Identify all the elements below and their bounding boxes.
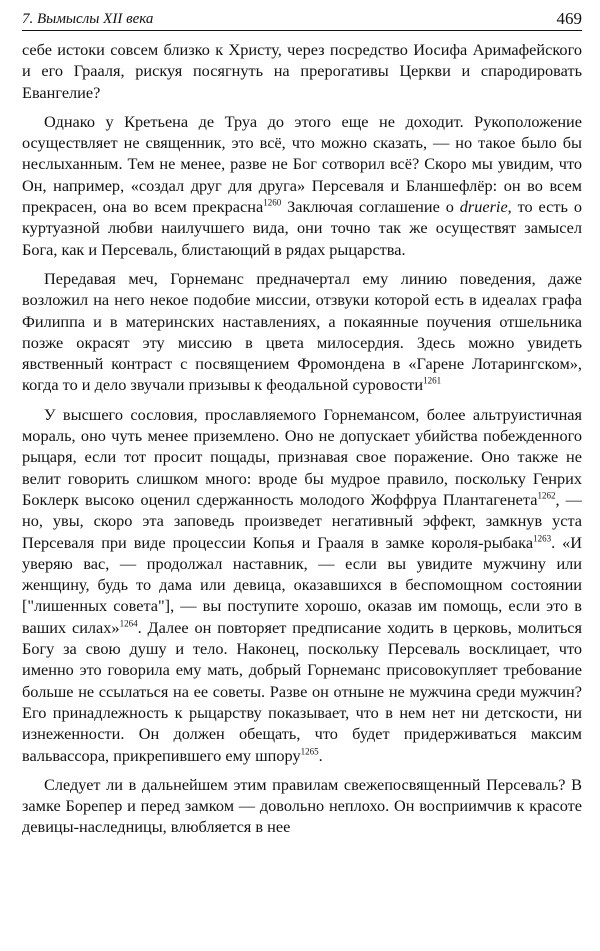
paragraph: [22, 774, 582, 838]
italic-term: druerie: [459, 197, 508, 217]
footnote-marker: 1260: [263, 197, 282, 208]
text-run: У высшего сословия, прославляемого Горнемансом, более альтруистичная мораль, оно чуть менее приземлено. Оно не допускает убийства побежденного рыцаря, если тот просит пощады, признавая свое поражение. Оно также не велит говорить слишком много: вроде бы мудрое правило, поскольку Генрих Боклерк высоко оценил сдержанность молодого Жоффруа Плантагенета: [22, 404, 582, 509]
text-run: Следует ли в дальнейшем этим правилам свежепосвященный Персеваль? В замке Борепер и перед замком — довольно неплохо. Он восприимчив к красоте девицы-наследницы, влюбляется в нее: [22, 774, 582, 837]
footnote-marker: 1265: [300, 746, 319, 757]
text-run: себе истоки совсем близко к Христу, через посредство Иосифа Аримафейского и его Грааля, рискуя посягнуть на прерогативы Церкви и спародировать Евангелие?: [22, 40, 582, 102]
paragraph: [22, 268, 582, 396]
text-run: Заключая соглашение о: [281, 197, 460, 217]
footnote-marker: 1262: [537, 490, 556, 501]
paragraph: [22, 404, 582, 766]
text-run: . Далее он повторяет предписание ходить в церковь, молиться Богу за свою душу и тело. Наконец, поскольку Персеваль восклицает, что именно это говорила ему мать, добрый Горнеманс присовокупляет требование больше не ссылаться на ее советы. Разве он отныне не мужчина среди мужчин? Его принадлежность к рыцарству показывает, что в нем нет ни детскости, ни изнеженности. Он должен обещать, что будет придерживаться максим вальвассора, прикрепившего ему шпору: [22, 617, 582, 765]
footnote-marker: 1263: [533, 533, 552, 544]
chapter-title: 7. Вымыслы XII века: [22, 11, 154, 27]
footnote-marker: 1261: [423, 376, 442, 387]
page-number: 469: [556, 9, 582, 28]
footnote-marker: 1264: [119, 618, 138, 629]
text-run: Однако у Кретьена де Труа до этого еще не доходит. Рукоположение осуществляет не священник, это всё, что можно сказать, — но такое было бы неслыханным. Тем не менее, разве не Бог сотворил всё? Скоро мы увидим, что Он, например, «создал друг для друга» Персеваля и Бланшефлёр: он во всем прекрасен, она во всем прекрасна: [22, 111, 582, 217]
text-run: , — но, увы, скоро эта заповедь произведет негативный эффект, замкнув уста Персеваля при виде процессии Копья и Грааля в замке короля-рыбака: [22, 489, 583, 552]
text-run: Передавая меч, Горнеманс предначертал ему линию поведения, даже возложил на него некое подобие миссии, отзвуки которой есть в идеалах графа Филиппа и в материнских наставлениях, а покаянные поучения отшельника позже окрасят эту миссию в цвета милосердия. Здесь можно увидеть явственный контраст с посвящением Фромондена в «Гарене Лотарингском», когда то и дело звучали призывы к феодальной суровости: [22, 268, 582, 395]
paragraph: [22, 39, 582, 103]
text-run: , то есть о куртуазной любви наилучшего вида, они точно так же осуществят замысел Бога, как и Персеваль, блистающий в рядах рыцарства.: [22, 197, 582, 259]
paragraph: [22, 111, 582, 260]
body-text: [22, 39, 582, 838]
text-run: .: [318, 745, 323, 765]
text-run: . «И уверяю вас, — продолжал наставник, — если вы увидите мужчину или женщину, будь то дама или девица, оказавшихся в беспомощном состоянии ["лишенных совета"], — вы поступите хорошо, оказав им помощь, если это в ваших силах»: [22, 532, 582, 637]
running-header: [22, 8, 582, 31]
book-page: [22, 8, 582, 838]
